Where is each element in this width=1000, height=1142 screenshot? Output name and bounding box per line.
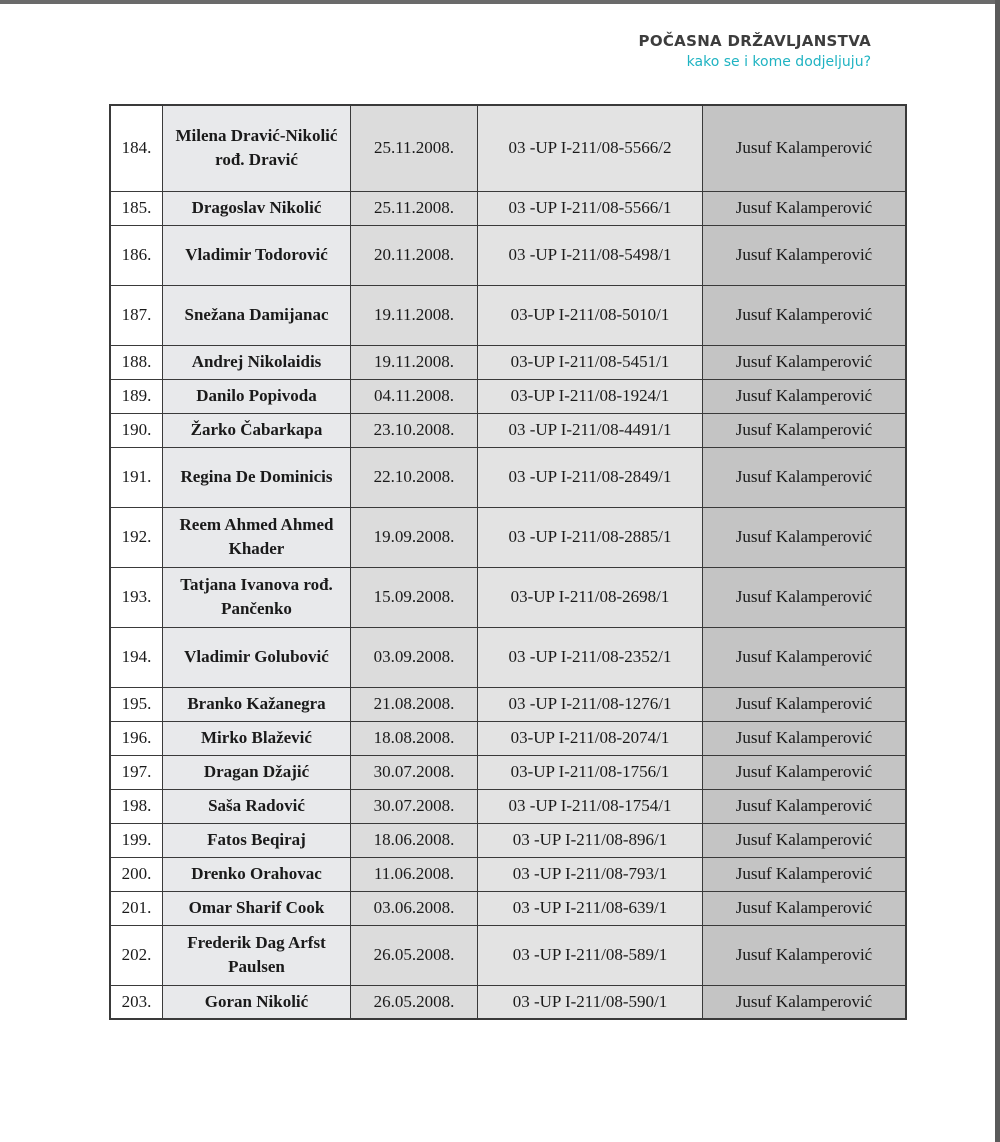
row-date: 25.11.2008. (351, 105, 478, 191)
row-name: Mirko Blažević (163, 721, 351, 755)
row-name: Snežana Damijanac (163, 285, 351, 345)
row-number: 195. (110, 687, 163, 721)
row-number: 184. (110, 105, 163, 191)
row-name: Žarko Čabarkapa (163, 413, 351, 447)
row-signer: Jusuf Kalamperović (703, 191, 907, 225)
row-date: 20.11.2008. (351, 225, 478, 285)
row-number: 188. (110, 345, 163, 379)
row-name: Andrej Nikolaidis (163, 345, 351, 379)
row-reference: 03 -UP I-211/08-4491/1 (478, 413, 703, 447)
row-reference: 03 -UP I-211/08-793/1 (478, 857, 703, 891)
table-row (110, 567, 906, 627)
row-signer: Jusuf Kalamperović (703, 225, 907, 285)
table-row (110, 755, 906, 789)
row-name: Milena Dravić-Nikolić rođ. Dravić (163, 105, 351, 191)
row-number: 193. (110, 567, 163, 627)
row-reference: 03 -UP I-211/08-639/1 (478, 891, 703, 925)
row-signer: Jusuf Kalamperović (703, 447, 907, 507)
row-signer: Jusuf Kalamperović (703, 413, 907, 447)
page-header (639, 32, 871, 71)
row-signer: Jusuf Kalamperović (703, 823, 907, 857)
row-date: 03.06.2008. (351, 891, 478, 925)
row-reference: 03-UP I-211/08-1924/1 (478, 379, 703, 413)
row-signer: Jusuf Kalamperović (703, 857, 907, 891)
table-row (110, 447, 906, 507)
table-row (110, 985, 906, 1019)
row-number: 192. (110, 507, 163, 567)
row-reference: 03 -UP I-211/08-1754/1 (478, 789, 703, 823)
citizenship-table (109, 104, 907, 1020)
row-number: 191. (110, 447, 163, 507)
row-name: Drenko Orahovac (163, 857, 351, 891)
row-signer: Jusuf Kalamperović (703, 925, 907, 985)
row-number: 187. (110, 285, 163, 345)
row-name: Omar Sharif Cook (163, 891, 351, 925)
row-name: Vladimir Golubović (163, 627, 351, 687)
table-row (110, 105, 906, 191)
row-date: 26.05.2008. (351, 925, 478, 985)
row-reference: 03-UP I-211/08-5010/1 (478, 285, 703, 345)
row-name: Vladimir Todorović (163, 225, 351, 285)
row-signer: Jusuf Kalamperović (703, 891, 907, 925)
row-date: 25.11.2008. (351, 191, 478, 225)
row-signer: Jusuf Kalamperović (703, 507, 907, 567)
table-row (110, 891, 906, 925)
row-signer: Jusuf Kalamperović (703, 789, 907, 823)
row-signer: Jusuf Kalamperović (703, 755, 907, 789)
row-signer: Jusuf Kalamperović (703, 985, 907, 1019)
row-date: 26.05.2008. (351, 985, 478, 1019)
row-date: 19.11.2008. (351, 285, 478, 345)
row-reference: 03 -UP I-211/08-590/1 (478, 985, 703, 1019)
row-date: 22.10.2008. (351, 447, 478, 507)
row-name: Goran Nikolić (163, 985, 351, 1019)
table-row (110, 285, 906, 345)
row-name: Regina De Dominicis (163, 447, 351, 507)
row-name: Saša Radović (163, 789, 351, 823)
table-row (110, 857, 906, 891)
row-name: Fatos Beqiraj (163, 823, 351, 857)
row-date: 15.09.2008. (351, 567, 478, 627)
row-reference: 03 -UP I-211/08-1276/1 (478, 687, 703, 721)
table-row (110, 823, 906, 857)
table-row (110, 507, 906, 567)
table-row (110, 925, 906, 985)
row-signer: Jusuf Kalamperović (703, 687, 907, 721)
row-number: 186. (110, 225, 163, 285)
row-number: 198. (110, 789, 163, 823)
row-name: Reem Ahmed Ahmed Khader (163, 507, 351, 567)
row-date: 30.07.2008. (351, 789, 478, 823)
row-date: 19.11.2008. (351, 345, 478, 379)
row-reference: 03 -UP I-211/08-2849/1 (478, 447, 703, 507)
row-signer: Jusuf Kalamperović (703, 721, 907, 755)
table-row (110, 721, 906, 755)
row-name: Danilo Popivoda (163, 379, 351, 413)
row-signer: Jusuf Kalamperović (703, 285, 907, 345)
table-row (110, 687, 906, 721)
table-row (110, 789, 906, 823)
row-number: 197. (110, 755, 163, 789)
row-date: 21.08.2008. (351, 687, 478, 721)
row-number: 185. (110, 191, 163, 225)
row-date: 04.11.2008. (351, 379, 478, 413)
row-reference: 03-UP I-211/08-5451/1 (478, 345, 703, 379)
row-number: 201. (110, 891, 163, 925)
row-number: 199. (110, 823, 163, 857)
table-body (110, 105, 906, 1019)
row-number: 194. (110, 627, 163, 687)
table-row (110, 345, 906, 379)
row-number: 200. (110, 857, 163, 891)
row-reference: 03 -UP I-211/08-896/1 (478, 823, 703, 857)
header-subtitle: kako se i kome dodjeljuju? (686, 54, 871, 70)
row-number: 203. (110, 985, 163, 1019)
row-date: 11.06.2008. (351, 857, 478, 891)
row-reference: 03 -UP I-211/08-2885/1 (478, 507, 703, 567)
row-number: 190. (110, 413, 163, 447)
row-number: 189. (110, 379, 163, 413)
row-name: Tatjana Ivanova rođ. Pančenko (163, 567, 351, 627)
row-name: Frederik Dag Arfst Paulsen (163, 925, 351, 985)
row-name: Dragoslav Nikolić (163, 191, 351, 225)
row-number: 196. (110, 721, 163, 755)
table-row (110, 379, 906, 413)
table-row (110, 225, 906, 285)
row-reference: 03 -UP I-211/08-2352/1 (478, 627, 703, 687)
row-signer: Jusuf Kalamperović (703, 345, 907, 379)
row-date: 30.07.2008. (351, 755, 478, 789)
row-reference: 03-UP I-211/08-1756/1 (478, 755, 703, 789)
header-title: POČASNA DRŽAVLJANSTVA (638, 32, 871, 50)
row-reference: 03 -UP I-211/08-5566/2 (478, 105, 703, 191)
row-signer: Jusuf Kalamperović (703, 105, 907, 191)
table-row (110, 413, 906, 447)
row-reference: 03 -UP I-211/08-5498/1 (478, 225, 703, 285)
row-number: 202. (110, 925, 163, 985)
row-date: 18.06.2008. (351, 823, 478, 857)
row-signer: Jusuf Kalamperović (703, 379, 907, 413)
table-row (110, 191, 906, 225)
row-signer: Jusuf Kalamperović (703, 627, 907, 687)
row-date: 18.08.2008. (351, 721, 478, 755)
row-name: Dragan Džajić (163, 755, 351, 789)
row-date: 19.09.2008. (351, 507, 478, 567)
table-row (110, 627, 906, 687)
row-name: Branko Kažanegra (163, 687, 351, 721)
row-reference: 03 -UP I-211/08-5566/1 (478, 191, 703, 225)
row-signer: Jusuf Kalamperović (703, 567, 907, 627)
row-date: 03.09.2008. (351, 627, 478, 687)
row-reference: 03-UP I-211/08-2698/1 (478, 567, 703, 627)
row-reference: 03 -UP I-211/08-589/1 (478, 925, 703, 985)
row-date: 23.10.2008. (351, 413, 478, 447)
row-reference: 03-UP I-211/08-2074/1 (478, 721, 703, 755)
